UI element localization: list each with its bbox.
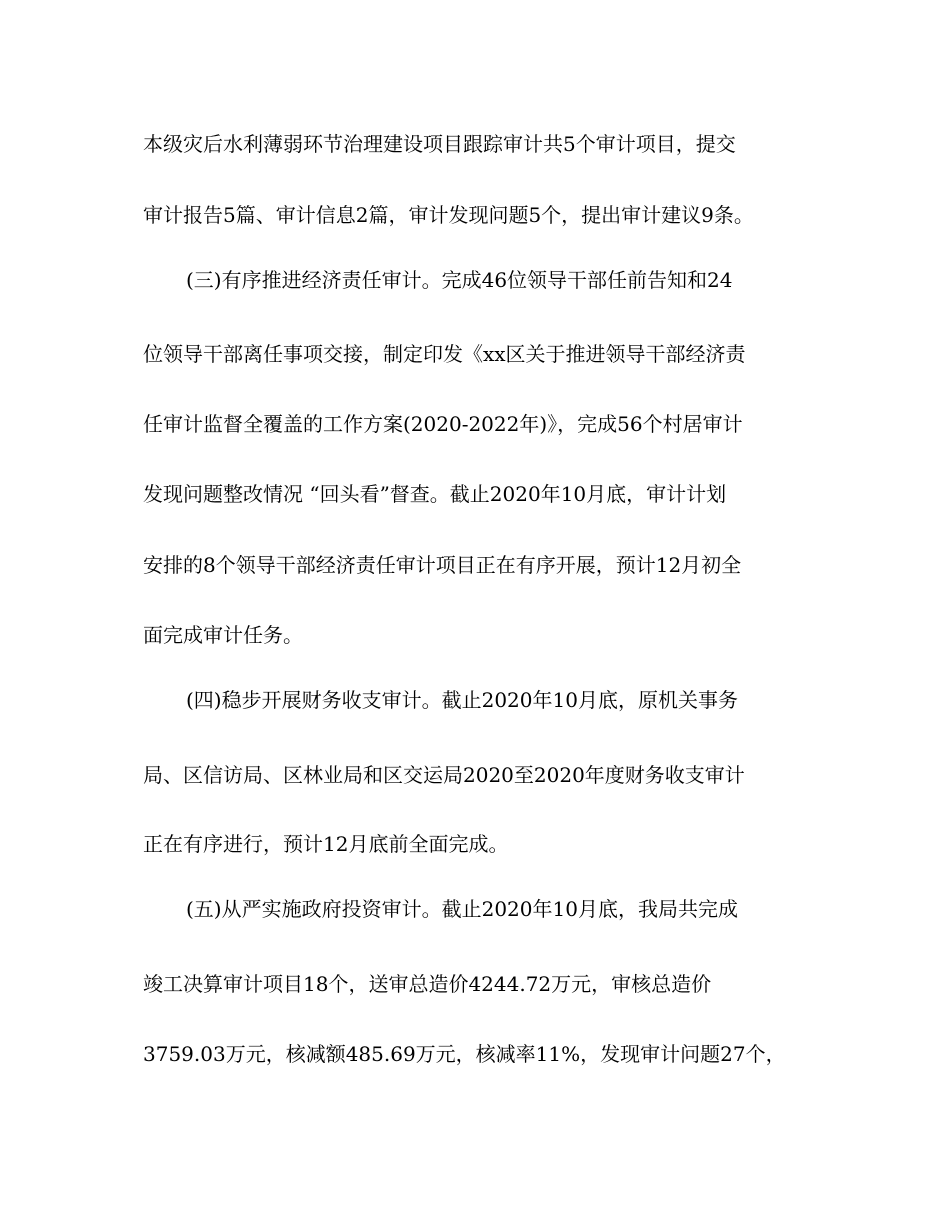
text-line-1: 本级灾后水利薄弱环节治理建设项目跟踪审计共5个审计项目，提交 (143, 132, 736, 156)
text-line-7: 安排的8个领导干部经济责任审计项目正在有序开展，预计12月初全 (143, 553, 742, 577)
text-line-10: 局、区信访局、区林业局和区交运局2020至2020年度财务收支审计 (143, 763, 745, 787)
text-line-6: 发现问题整改情况 “回头看”督查。截止2020年10月底，审计计划 (143, 482, 727, 506)
text-line-5: 任审计监督全覆盖的工作方案(2020-2022年)》，完成56个村居审计 (143, 412, 743, 436)
section-heading-3-line: (三)有序推进经济责任审计。完成46位领导干部任前告知和24 (186, 268, 733, 292)
text-line-4: 位领导干部离任事项交接，制定印发《xx区关于推进领导干部经济责 (143, 342, 746, 366)
text-line-14: 3759.03万元，核减额485.69万元，核减率11%，发现审计问题27个， (143, 1042, 786, 1066)
text-line-11: 正在有序进行，预计12月底前全面完成。 (143, 832, 509, 856)
text-line-13: 竣工决算审计项目18个，送审总造价4244.72万元，审核总造价 (143, 972, 712, 996)
section-heading-4-line: (四)稳步开展财务收支审计。截止2020年10月底，原机关事务 (186, 688, 738, 712)
section-heading-5-line: (五)从严实施政府投资审计。截止2020年10月底，我局共完成 (186, 897, 738, 921)
text-line-8: 面完成审计任务。 (143, 623, 303, 647)
text-line-2: 审计报告5篇、审计信息2篇，审计发现问题5个，提出审计建议9条。 (143, 203, 754, 227)
